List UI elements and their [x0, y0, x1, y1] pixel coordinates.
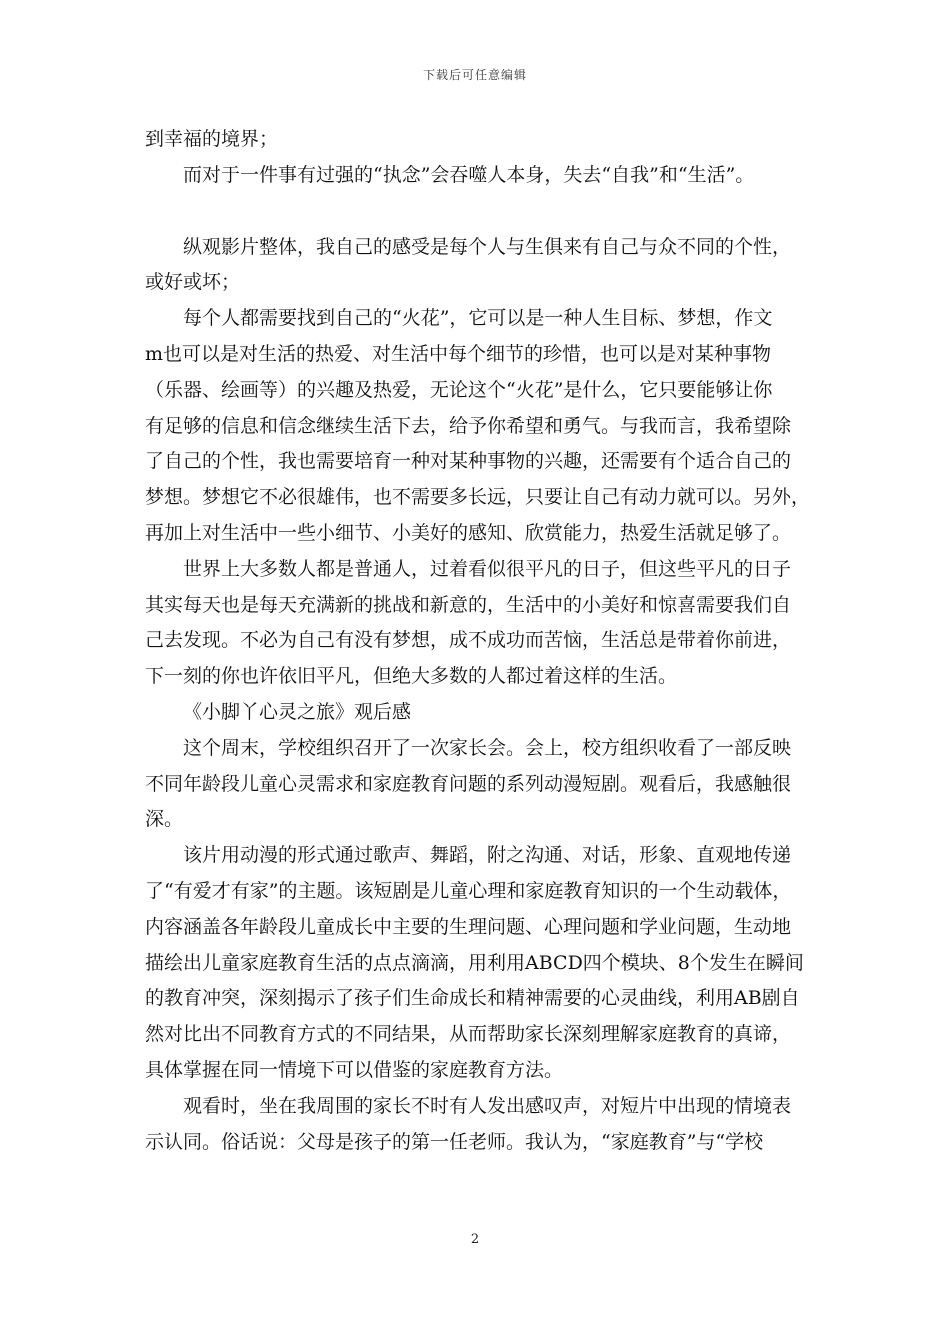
text-line: 深。: [145, 808, 184, 831]
page-number: 2: [470, 1232, 480, 1247]
text-line: 不同年龄段儿童心灵需求和家庭教育问题的系列动漫短剧。观看后，我感触很: [145, 772, 792, 795]
text-line: 梦想。梦想它不必很雄伟，也不需要多长远，只要让自己有动力就可以。另外，: [145, 486, 811, 509]
text-line: 这个周末，学校组织召开了一次家长会。会上，校方组织收看了一部反映: [183, 736, 792, 759]
text-line: 观看时，坐在我周围的家长不时有人发出感叹声，对短片中出现的情境表: [183, 1094, 792, 1117]
text-line: 该片用动漫的形式通过歌声、舞蹈，附之沟通、对话，形象、直观地传递: [183, 844, 792, 867]
text-line: 其实每天也是每天充满新的挑战和新意的，生活中的小美好和惊喜需要我们自: [145, 593, 792, 616]
text-line: 而对于一件事有过强的“执念”会吞噬人本身，失去“自我”和“生活”。: [183, 163, 755, 186]
text-line: m也可以是对生活的热爱、对生活中每个细节的珍惜，也可以是对某种事物: [145, 342, 772, 365]
text-line: 描绘出儿童家庭教育生活的点点滴滴，用利用ABCD四个模块、8个发生在瞬间: [145, 951, 804, 974]
text-line: 了自己的个性，我也需要培育一种对某种事物的兴趣，还需要有个适合自己的: [145, 450, 792, 473]
text-line: 再加上对生活中一些小细节、小美好的感知、欣赏能力，热爱生活就足够了。: [145, 521, 792, 544]
text-line: 了“有爱才有家”的主题。该短剧是儿童心理和家庭教育知识的一个生动载体，: [145, 879, 792, 902]
text-line: 己去发现。不必为自己有没有梦想，成不成功而苦恼，生活总是带着你前进，: [145, 629, 792, 652]
text-line: 具体掌握在同一情境下可以借鉴的家庭教育方法。: [145, 1058, 564, 1081]
text-line: 每个人都需要找到自己的“火花”，它可以是一种人生目标、梦想，作文: [183, 307, 773, 330]
text-line: 内容涵盖各年龄段儿童成长中主要的生理问题、心理问题和学业问题，生动地: [145, 915, 792, 938]
paragraph-gap: [145, 194, 811, 230]
text-line: 世界上大多数人都是普通人，过着看似很平凡的日子，但这些平凡的日子: [183, 557, 792, 580]
text-line: 有足够的信息和信念继续生活下去，给予你希望和勇气。与我而言，我希望除: [145, 414, 792, 437]
document-body: [145, 122, 811, 1160]
section-title: 《小脚丫心灵之旅》观后感: [183, 700, 412, 723]
text-line: 然对比出不同教育方式的不同结果，从而帮助家长深刻理解家庭教育的真谛，: [145, 1023, 792, 1046]
text-line: 的教育冲突，深刻揭示了孩子们生命成长和精神需要的心灵曲线，利用AB剧自: [145, 987, 800, 1010]
text-line: 纵观影片整体，我自己的感受是每个人与生俱来有自己与众不同的个性，: [183, 235, 792, 258]
text-line: 到幸福的境界；: [145, 128, 279, 150]
text-line: 下一刻的你也许依旧平凡，但绝大多数的人都过着这样的生活。: [145, 665, 678, 688]
page-header: 下载后可任意编辑: [422, 68, 527, 82]
text-line: （乐器、绘画等）的兴趣及热爱，无论这个“火花”是什么，它只要能够让你: [145, 378, 773, 401]
text-line: 示认同。俗话说：父母是孩子的第一任老师。我认为，“家庭教育”与“学校: [145, 1130, 764, 1153]
text-line: 或好或坏；: [145, 271, 241, 294]
